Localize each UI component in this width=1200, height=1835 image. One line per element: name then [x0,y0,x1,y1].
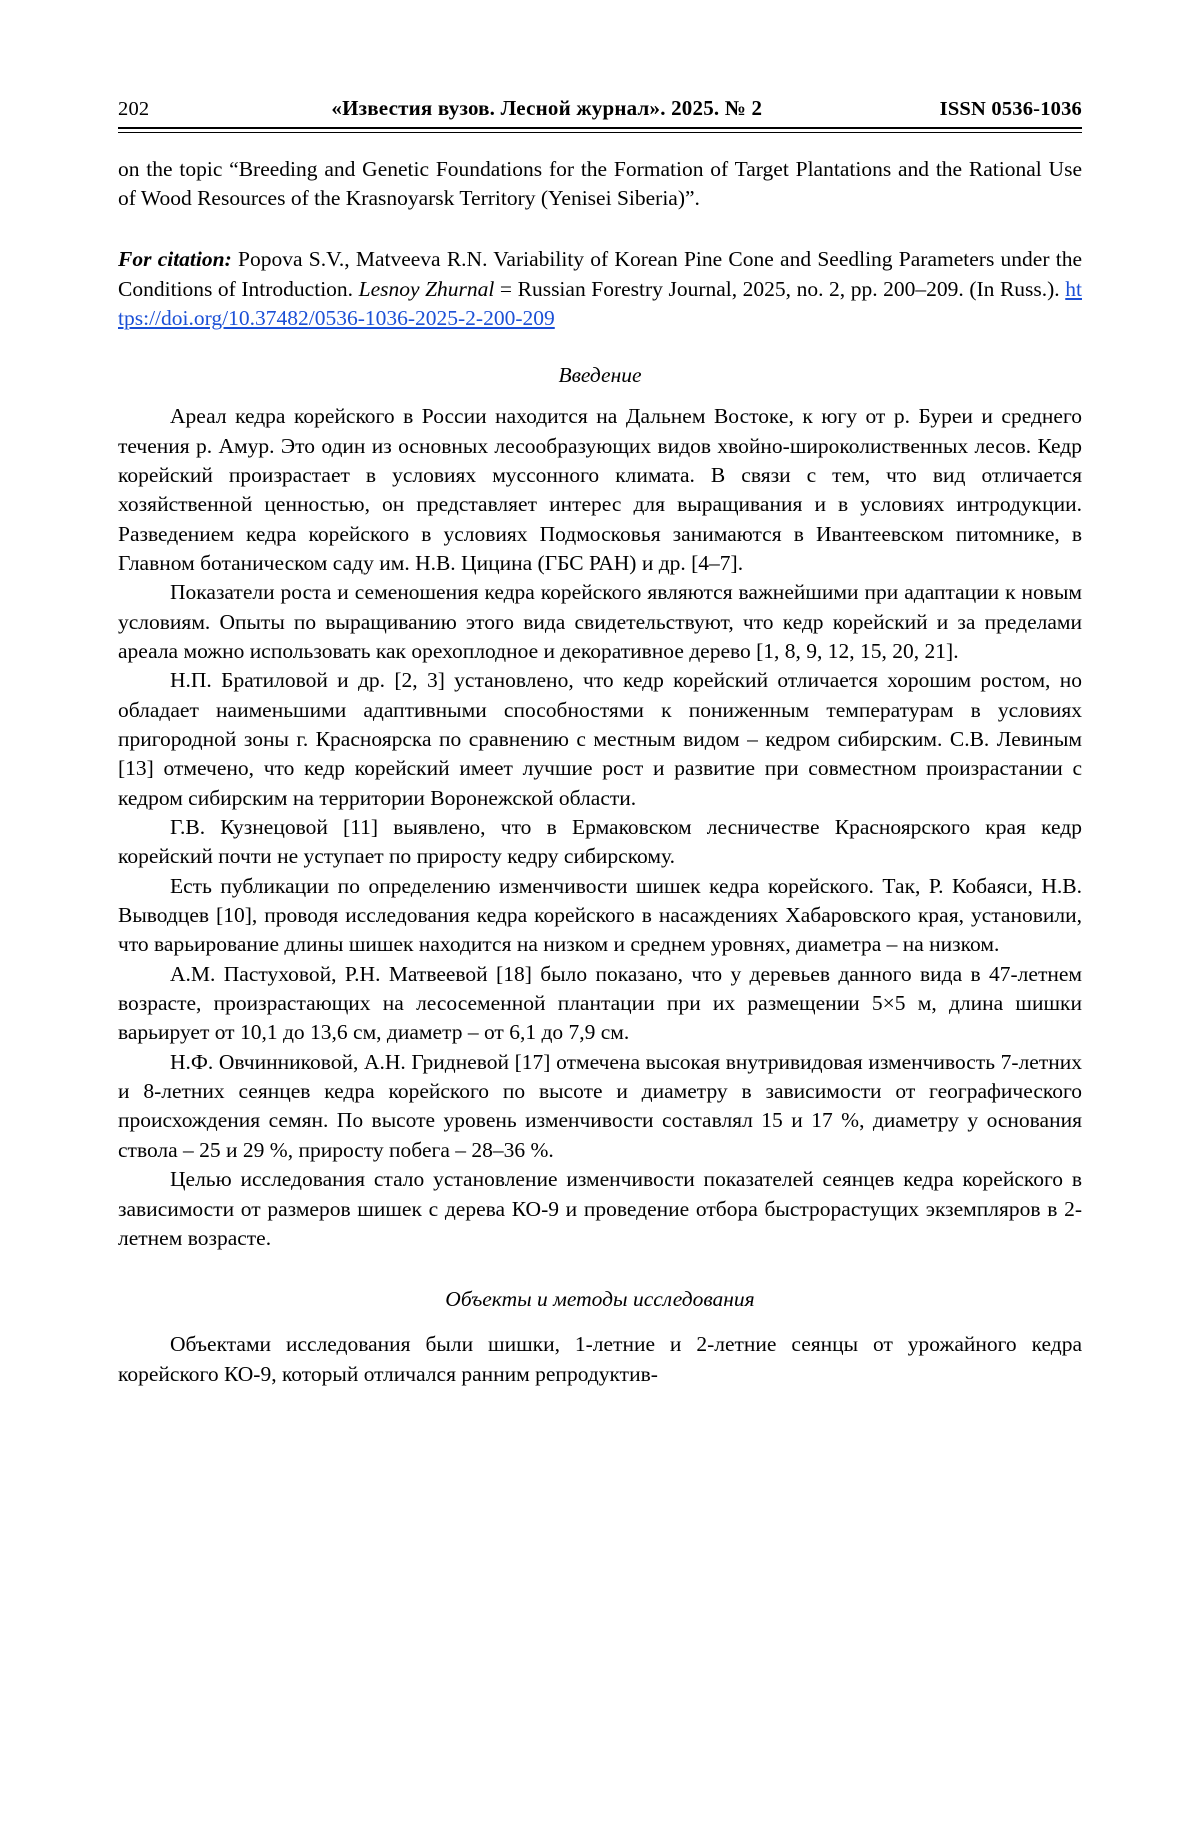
journal-title-text: «Известия вузов. Лесной журнал». 2025. № 2 [331,96,763,120]
paragraph: Объектами исследования были шишки, 1-летние и 2-летние сеянцы от урожайного кедра корейского КО-9, который отличался ранним репродуктив- [118,1332,1082,1386]
funding-note-tail: on the topic “Breeding and Genetic Foundations for the Formation of Target Plantations and the Rational Use of Wood Resources of the Krasnoyarsk Territory (Yenisei Siberia)”. [118,156,1082,210]
running-head [118,96,1082,121]
paragraph: Ареал кедра корейского в России находится на Дальнем Востоке, к югу от р. Буреи и среднего течения р. Амур. Это один из основных лесообразующих видов хвойно-широколиственных лесов. Кедр корейский произрастает в условиях муссонного климата. В связи с тем, что вид отличается хозяйственной ценностью, он представляет интерес для выращивания и в условиях интродукции. Разведением кедра корейского в условиях Подмосковья занимаются в Ивантеевском питомнике, в Главном ботаническом саду им. Н.В. Цицина (ГБС РАН) и др. [4–7]. [118,404,1082,575]
paragraph: Есть публикации по определению изменчивости шишек кедра корейского. Так, Р. Кобаяси, Н.В. Выводцев [10], проводя исследования кедра корейского в насаждениях Хабаровского края, установили, что варьирование длины шишек находится на низком и среднем уровнях, диаметра – на низком. [118,873,1082,957]
paragraph: Н.Ф. Овчинниковой, А.Н. Гридневой [17] отмечена высокая внутривидовая изменчивость 7-летних и 8-летних сеянцев кедра корейского по высоте и диаметру в зависимости от географического происхождения семян. По высоте уровень изменчивости составлял 15 и 17 %, диаметру у основания ствола – 25 и 29 %, приросту побега – 28–36 %. [118,1049,1082,1162]
journal-title [180,96,914,121]
section-heading-introduction: Введение [558,363,642,388]
paragraph: А.М. Пастуховой, Р.Н. Матвеевой [18] было показано, что у деревьев данного вида в 47-летнем возрасте, произрастающих на лесосеменной плантации при их размещении 5×5 м, длина шишки варьирует от 10,1 до 13,6 см, диаметр – от 6,1 до 7,9 см. [118,961,1082,1045]
paragraph: Н.П. Братиловой и др. [2, 3] установлено, что кедр корейский отличается хорошим ростом, но обладает наименьшими адаптивными способностями к пониженным температурам в условиях пригородной зоны г. Красноярска по сравнению с местным видом – кедром сибирским. С.В. Левиным [13] отмечено, что кедр корейский имеет лучшие рост и развитие при совместном произрастании с кедром сибирским на территории Воронежской области. [118,668,1082,810]
for-citation-label: For citation: [118,247,232,272]
issn-label: ISSN 0536-1036 [939,98,1082,120]
section-heading-methods: Объекты и методы исследования [445,1287,755,1312]
for-citation-journal: Lesnoy Zhurnal [358,276,495,301]
for-citation-text: Popova S.V., Matveeva R.N. Variability of Korean Pine Cone and Seedling Parameters under the Conditions of Introduction. [118,247,1083,301]
paragraph: Целью исследования стало установление изменчивости показателей сеянцев кедра корейского в зависимости от размеров шишек с дерева КО-9 и проведение отбора быстрорастущих экземпляров в 2-летнем возрасте. [118,1167,1082,1250]
doi-link[interactable]: https://doi.org/10.37482/0536-1036-2025-2-200-209 [118,276,1082,330]
paragraph: Г.В. Кузнецовой [11] выявлено, что в Ермаковском лесничестве Красноярского края кедр корейский почти не уступает по приросту кедру сибирскому. [118,815,1082,869]
for-citation-block [118,245,1082,333]
header-rule-thick [118,127,1082,129]
page-number: 202 [118,98,150,120]
header-rule-thin [118,132,1082,133]
for-citation-text-2: = Russian Forestry Journal, 2025, no. 2, pp. 200–209. (In Russ.). [494,276,1066,301]
paragraph: Показатели роста и семеношения кедра корейского являются важнейшими при адаптации к новым условиям. Опыты по выращиванию этого вида свидетельствуют, что кедр корейский и за пределами ареала можно использовать как орехоплодное и декоративное дерево [1, 8, 9, 12, 15, 20, 21]. [118,580,1082,663]
